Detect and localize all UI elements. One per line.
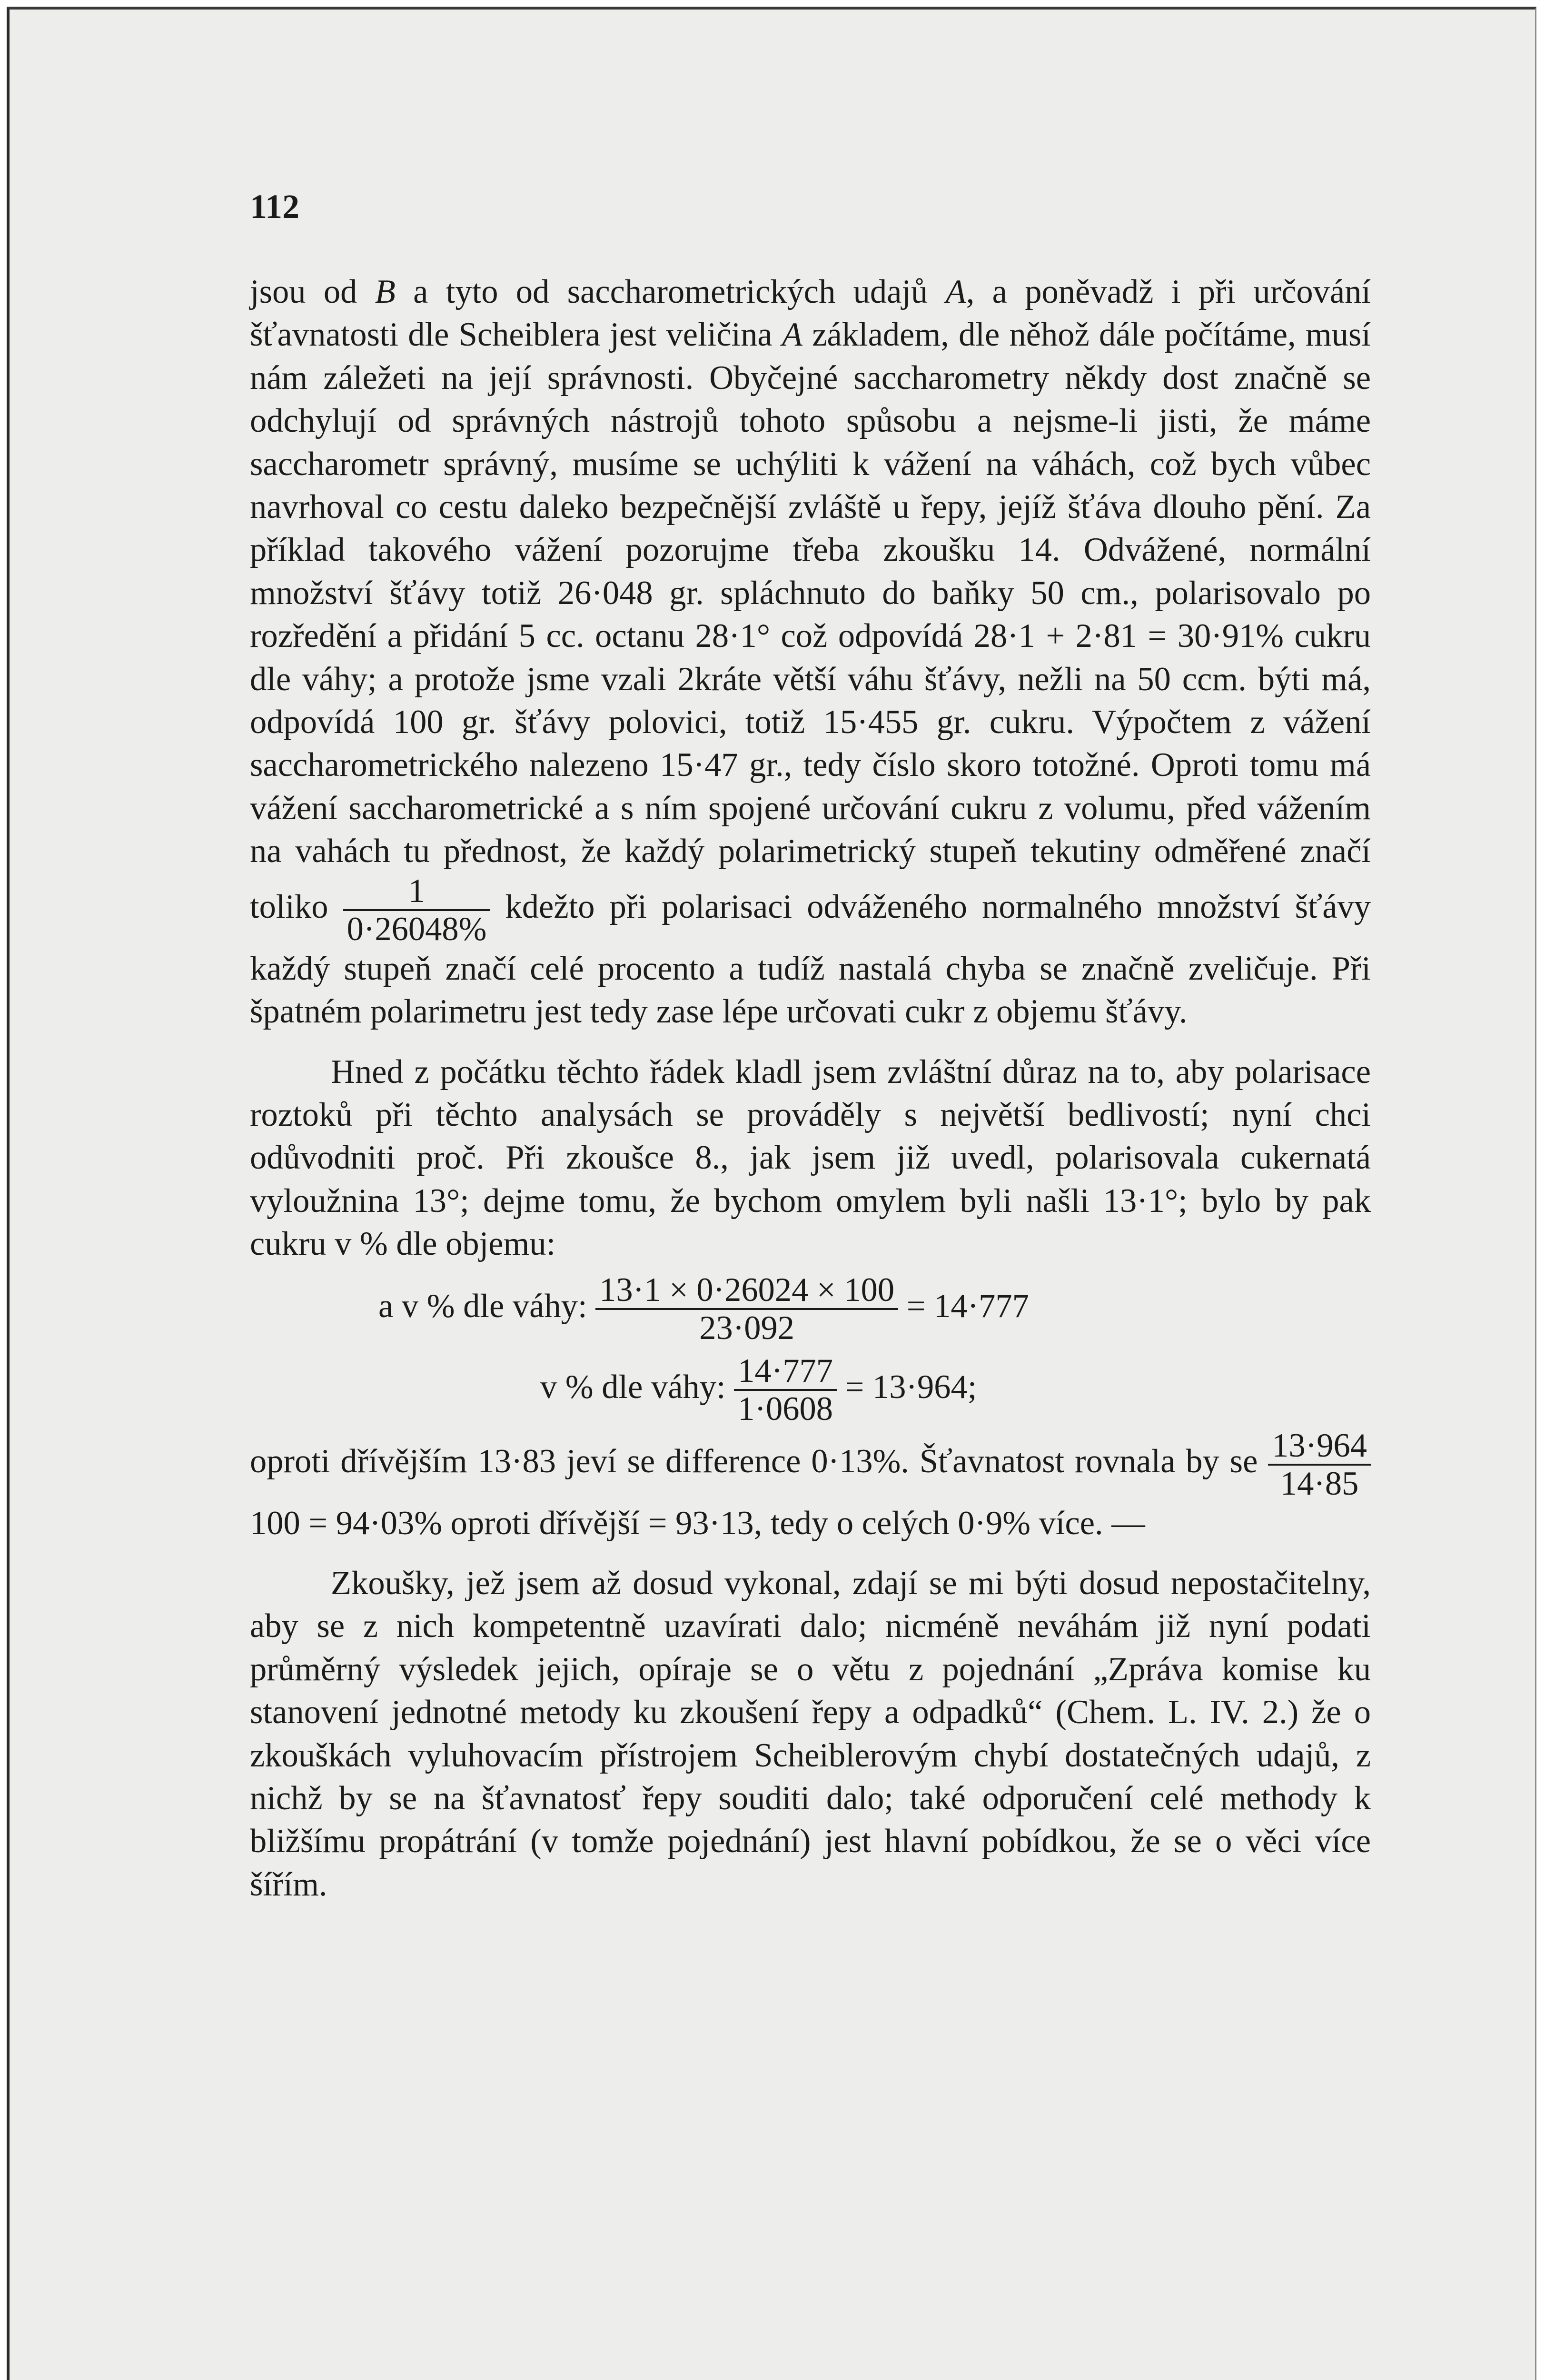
fraction-numerator: 1 xyxy=(408,872,426,910)
equation-percent-weight-2 xyxy=(250,1347,1371,1428)
fraction-polarimetric xyxy=(343,873,491,947)
p3-denominator: 14·85 xyxy=(1268,1464,1371,1502)
page-number: 112 xyxy=(250,188,300,226)
p3-numerator: 13·964 xyxy=(1272,1427,1367,1464)
p1-text-1: jsou od xyxy=(250,273,375,310)
fraction-denominator: 0·26048% xyxy=(343,909,491,947)
equation-percent-weight xyxy=(250,1266,1371,1347)
p3-text-1: oproti dřívějším 13·83 jeví se difference 0·13%. Šťavnatost rovnala by se xyxy=(250,1442,1268,1480)
variable-a-2: A xyxy=(782,316,802,354)
p1-text-2: a tyto od saccharometrických udajů xyxy=(395,273,946,310)
paragraph-1 xyxy=(250,270,1371,1033)
eq2-fraction xyxy=(734,1353,837,1427)
variable-b: B xyxy=(375,273,396,310)
variable-a: A xyxy=(945,273,966,310)
eq1-fraction xyxy=(595,1272,898,1346)
eq1-numerator: 13·1 × 0·26024 × 100 xyxy=(599,1271,895,1309)
eq1-denominator: 23·092 xyxy=(595,1308,898,1346)
p3-fraction xyxy=(1268,1428,1371,1502)
paragraph-3 xyxy=(250,1428,1371,1545)
eq1-result: = 14·777 xyxy=(906,1287,1029,1325)
p1-text-5: kdežto při polarisaci odváženého normalného množství šťávy každý stupeň značí celé procento a tudíž nastalá chyba se značně zveličuje. Při špatném polarimetru jest tedy zase lépe určovati cukr z objemu šťávy. xyxy=(250,888,1371,1031)
body-text xyxy=(250,270,1371,1906)
paragraph-2: Hned z počátku těchto řádek kladl jsem zvláštní důraz na to, aby polarisace roztoků při těchto analysách se prováděly s největší bedlivostí; nyní chci odůvodniti proč. Při zkoušce 8., jak jsem již uvedl, polarisovala cukernatá vyloužnina 13°; dejme tomu, že bychom omylem byli našli 13·1°; bylo by pak cukru v % dle objemu: xyxy=(250,1053,1371,1263)
eq2-result: = 13·964; xyxy=(845,1368,977,1406)
eq2-denominator: 1·0608 xyxy=(734,1389,837,1427)
p3-text-2: 100 = 94·03% oproti dřívější = 93·13, tedy o celých 0·9% více. — xyxy=(250,1504,1145,1542)
book-page xyxy=(7,7,1536,2380)
eq2-label: v % dle váhy: xyxy=(540,1368,726,1406)
p1-text-4: základem, dle něhož dále počítáme, musí nám záležeti na její správnosti. Obyčejné saccharometry někdy dost značně se odchylují od správných nástrojů tohoto spůsobu a nejsme-li jisti, že máme saccharometr správný, musíme se uchýliti k vážení na váhách, což bych vůbec navrhoval co cestu daleko bezpečnější zvláště u řepy, jejíž šťáva dlouho pění. Za příklad takového vážení pozorujme třeba zkoušku 14. Odvážené, normální množství šťávy totiž 26·048 gr. spláchnuto do baňky 50 cm., polarisovalo po rozředění a přidání 5 cc. octanu 28·1° což odpovídá 28·1 + 2·81 = 30·91% cukru dle váhy; a protože jsme vzali 2kráte větší váhu šťávy, nežli na 50 ccm. býti má, odpovídá 100 gr. šťávy polovici, totiž 15·455 gr. cukru. Výpočtem z vážení saccharometrického nalezeno 15·47 gr., tedy číslo skoro totožné. Oproti tomu má vážení saccharometrické a s ním spojené určování cukru z volumu, před vážením na vahách tu přednost, že každý polarimetrický stupeň tekutiny odměřené značí toliko xyxy=(250,316,1371,925)
p1-text-3: , a poněvadž i při určování šťavnatosti dle Scheiblera jest veličina xyxy=(250,273,1371,354)
paragraph-4: Zkoušky, jež jsem až dosud vykonal, zdají se mi býti dosud nepostačitelny, aby se z nich kompetentně uzavírati dalo; nicméně neváhám již nyní podati průměrný výsledek jejich, opíraje se o větu z pojednání „Zpráva komise ku stanovení jednotné metody ku zkoušení řepy a odpadků“ (Chem. L. IV. 2.) že o zkouškách vyluhovacím přístrojem Scheiblerovým chybí dostatečných udajů, z nichž by se na šťavnatosť řepy souditi dalo; také odporučení celé methody k bližšímu propátrání (v tomže pojednání) jest hlavní pobídkou, že se o věci více šířím. xyxy=(250,1564,1371,1903)
eq1-label: a v % dle váhy: xyxy=(378,1287,587,1325)
eq2-numerator: 14·777 xyxy=(738,1352,833,1390)
